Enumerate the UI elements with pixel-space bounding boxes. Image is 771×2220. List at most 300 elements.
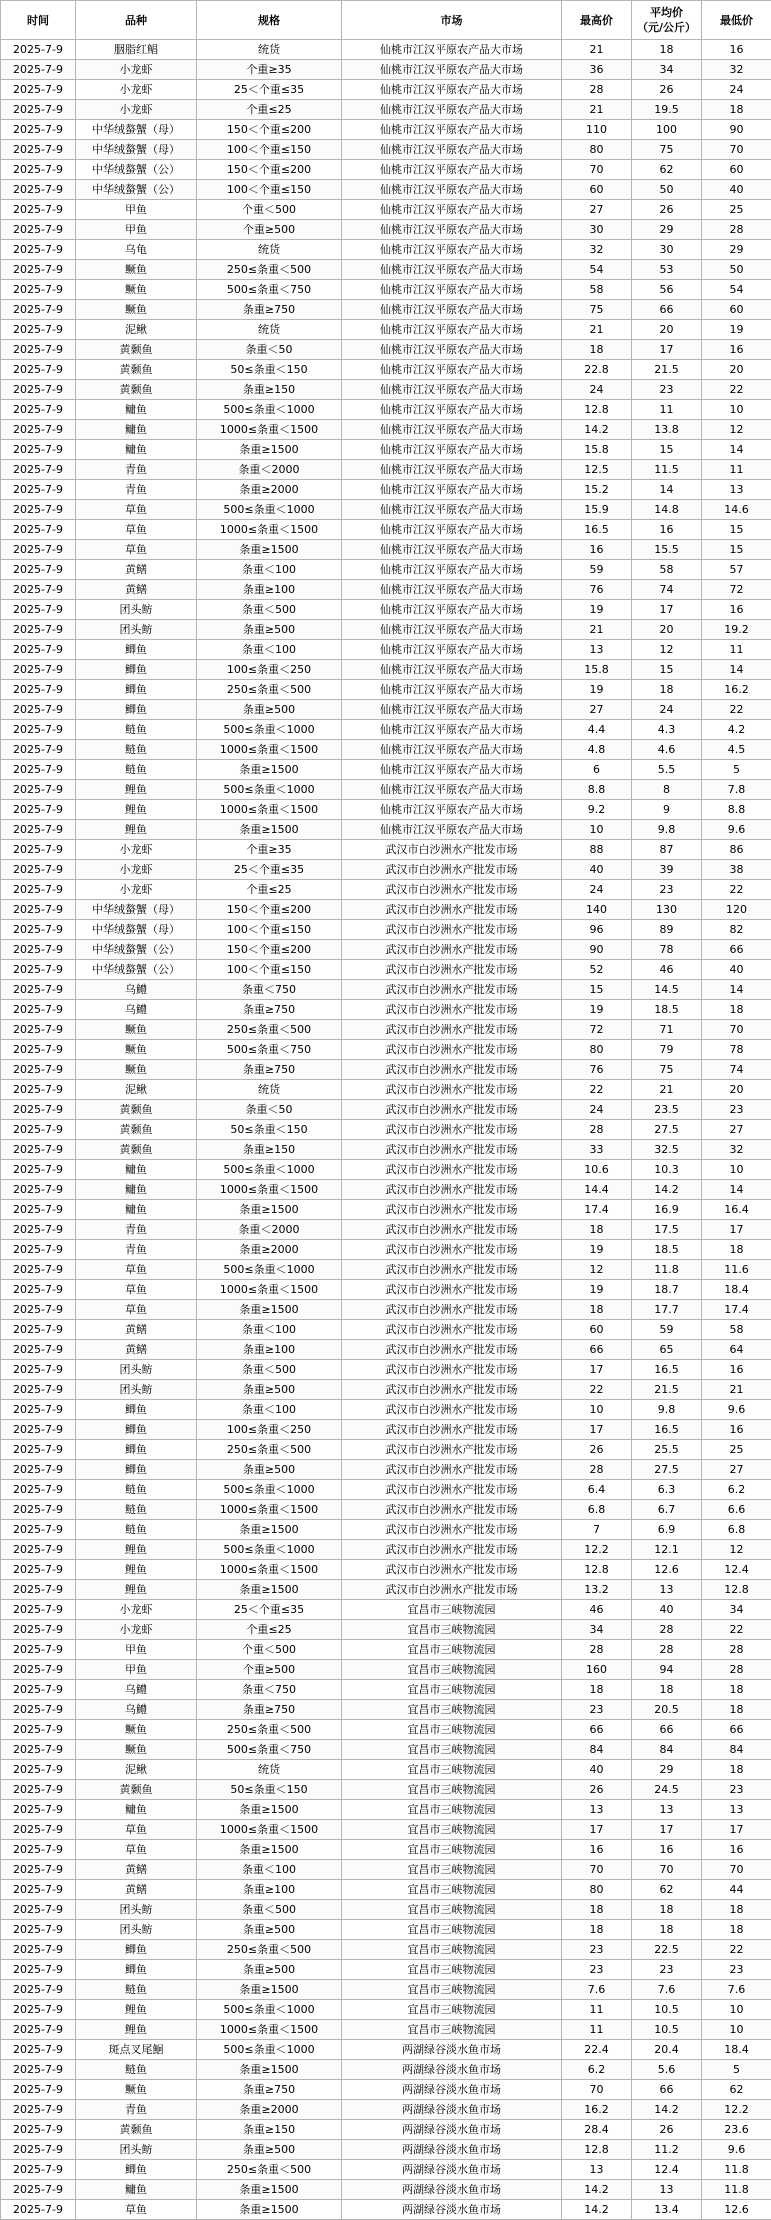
- spec-cell: 50≤条重＜150: [197, 360, 342, 380]
- market-cell: 武汉市白沙洲水产批发市场: [342, 1000, 562, 1020]
- low-price-cell: 22: [702, 700, 771, 720]
- market-cell: 仙桃市江汉平原农产品大市场: [342, 400, 562, 420]
- avg-price-cell: 10.3: [632, 1160, 702, 1180]
- date-cell: 2025-7-9: [1, 1000, 76, 1020]
- variety-cell: 鳙鱼: [76, 420, 197, 440]
- table-row: [1, 1360, 771, 1380]
- variety-cell: 鳜鱼: [76, 1060, 197, 1080]
- date-cell: 2025-7-9: [1, 1480, 76, 1500]
- avg-price-cell: 20.4: [632, 2040, 702, 2060]
- date-cell: 2025-7-9: [1, 1780, 76, 1800]
- low-price-cell: 28: [702, 1660, 771, 1680]
- date-cell: 2025-7-9: [1, 1940, 76, 1960]
- spec-cell: 条重≥1500: [197, 1840, 342, 1860]
- low-price-cell: 32: [702, 60, 771, 80]
- market-cell: 仙桃市江汉平原农产品大市场: [342, 620, 562, 640]
- spec-cell: 250≤条重＜500: [197, 1440, 342, 1460]
- spec-cell: 250≤条重＜500: [197, 1720, 342, 1740]
- table-row: [1, 880, 771, 900]
- spec-cell: 条重≥750: [197, 1700, 342, 1720]
- avg-price-cell: 58: [632, 560, 702, 580]
- date-cell: 2025-7-9: [1, 220, 76, 240]
- market-cell: 两湖绿谷淡水鱼市场: [342, 2180, 562, 2200]
- date-cell: 2025-7-9: [1, 1460, 76, 1480]
- low-price-cell: 120: [702, 900, 771, 920]
- table-row: [1, 140, 771, 160]
- market-cell: 仙桃市江汉平原农产品大市场: [342, 140, 562, 160]
- variety-cell: 中华绒螯蟹（母）: [76, 900, 197, 920]
- market-cell: 武汉市白沙洲水产批发市场: [342, 1220, 562, 1240]
- spec-cell: 条重≥1500: [197, 1300, 342, 1320]
- high-price-cell: 7: [562, 1520, 632, 1540]
- low-price-cell: 34: [702, 1600, 771, 1620]
- variety-cell: 鲫鱼: [76, 1940, 197, 1960]
- low-price-cell: 10: [702, 400, 771, 420]
- date-cell: 2025-7-9: [1, 1720, 76, 1740]
- low-price-cell: 24: [702, 80, 771, 100]
- table-row: [1, 840, 771, 860]
- variety-cell: 鳙鱼: [76, 1160, 197, 1180]
- high-price-cell: 10: [562, 820, 632, 840]
- table-row: [1, 1140, 771, 1160]
- spec-cell: 条重＜100: [197, 1860, 342, 1880]
- avg-price-cell: 27.5: [632, 1120, 702, 1140]
- high-price-cell: 12: [562, 1260, 632, 1280]
- high-price-cell: 17: [562, 1820, 632, 1840]
- variety-cell: 黄鳝: [76, 1880, 197, 1900]
- spec-cell: 500≤条重＜1000: [197, 2040, 342, 2060]
- table-row: [1, 1000, 771, 1020]
- market-cell: 武汉市白沙洲水产批发市场: [342, 920, 562, 940]
- spec-cell: 100＜个重≤150: [197, 960, 342, 980]
- date-cell: 2025-7-9: [1, 1240, 76, 1260]
- table-row: [1, 360, 771, 380]
- spec-cell: 1000≤条重＜1500: [197, 740, 342, 760]
- low-price-cell: 18.4: [702, 1280, 771, 1300]
- table-row: [1, 1480, 771, 1500]
- variety-cell: 鳙鱼: [76, 440, 197, 460]
- avg-price-cell: 40: [632, 1600, 702, 1620]
- table-row: [1, 600, 771, 620]
- date-cell: 2025-7-9: [1, 1560, 76, 1580]
- spec-cell: 250≤条重＜500: [197, 260, 342, 280]
- high-price-cell: 13.2: [562, 1580, 632, 1600]
- date-cell: 2025-7-9: [1, 520, 76, 540]
- spec-cell: 条重＜500: [197, 1360, 342, 1380]
- low-price-cell: 29: [702, 240, 771, 260]
- variety-cell: 团头鲂: [76, 1360, 197, 1380]
- date-cell: 2025-7-9: [1, 1880, 76, 1900]
- low-price-cell: 19: [702, 320, 771, 340]
- high-price-cell: 17: [562, 1420, 632, 1440]
- low-price-cell: 14: [702, 660, 771, 680]
- variety-cell: 泥鳅: [76, 1760, 197, 1780]
- high-price-cell: 11: [562, 2000, 632, 2020]
- avg-price-cell: 50: [632, 180, 702, 200]
- spec-cell: 条重≥750: [197, 2080, 342, 2100]
- high-price-cell: 36: [562, 60, 632, 80]
- high-price-cell: 88: [562, 840, 632, 860]
- spec-cell: 条重≥500: [197, 1960, 342, 1980]
- spec-cell: 条重＜500: [197, 600, 342, 620]
- high-price-cell: 26: [562, 1780, 632, 1800]
- avg-price-cell: 26: [632, 2120, 702, 2140]
- spec-cell: 条重≥1500: [197, 1980, 342, 2000]
- low-price-cell: 8.8: [702, 800, 771, 820]
- variety-cell: 中华绒螯蟹（母）: [76, 140, 197, 160]
- avg-price-cell: 18.5: [632, 1000, 702, 1020]
- high-price-cell: 19: [562, 1240, 632, 1260]
- avg-price-cell: 74: [632, 580, 702, 600]
- table-row: [1, 1200, 771, 1220]
- date-cell: 2025-7-9: [1, 620, 76, 640]
- low-price-cell: 18: [702, 1920, 771, 1940]
- high-price-cell: 22: [562, 1080, 632, 1100]
- market-cell: 两湖绿谷淡水鱼市场: [342, 2200, 562, 2220]
- avg-price-cell: 62: [632, 1880, 702, 1900]
- table-row: [1, 520, 771, 540]
- date-cell: 2025-7-9: [1, 600, 76, 620]
- avg-price-cell: 78: [632, 940, 702, 960]
- table-row: [1, 580, 771, 600]
- low-price-cell: 58: [702, 1320, 771, 1340]
- low-price-cell: 54: [702, 280, 771, 300]
- spec-cell: 统货: [197, 320, 342, 340]
- market-cell: 仙桃市江汉平原农产品大市场: [342, 560, 562, 580]
- table-row: [1, 2080, 771, 2100]
- low-price-cell: 23: [702, 1780, 771, 1800]
- table-row: [1, 1100, 771, 1120]
- spec-cell: 500≤条重＜1000: [197, 1540, 342, 1560]
- high-price-cell: 80: [562, 140, 632, 160]
- high-price-cell: 23: [562, 1700, 632, 1720]
- high-price-cell: 33: [562, 1140, 632, 1160]
- table-row: [1, 1340, 771, 1360]
- variety-cell: 鳜鱼: [76, 2080, 197, 2100]
- avg-price-cell: 10.5: [632, 2020, 702, 2040]
- date-cell: 2025-7-9: [1, 1820, 76, 1840]
- low-price-cell: 25: [702, 200, 771, 220]
- market-cell: 宜昌市三峡物流园: [342, 1640, 562, 1660]
- table-row: [1, 100, 771, 120]
- low-price-cell: 16: [702, 600, 771, 620]
- avg-price-cell: 27.5: [632, 1460, 702, 1480]
- avg-price-cell: 18: [632, 680, 702, 700]
- table-row: [1, 820, 771, 840]
- market-cell: 宜昌市三峡物流园: [342, 2020, 562, 2040]
- low-price-cell: 72: [702, 580, 771, 600]
- avg-price-cell: 24: [632, 700, 702, 720]
- low-price-cell: 22: [702, 380, 771, 400]
- variety-cell: 鲫鱼: [76, 640, 197, 660]
- low-price-cell: 78: [702, 1040, 771, 1060]
- table-row: [1, 960, 771, 980]
- low-price-cell: 50: [702, 260, 771, 280]
- low-price-cell: 7.8: [702, 780, 771, 800]
- avg-price-cell: 16: [632, 520, 702, 540]
- date-cell: 2025-7-9: [1, 200, 76, 220]
- low-price-cell: 15: [702, 520, 771, 540]
- variety-cell: 鲤鱼: [76, 1560, 197, 1580]
- market-cell: 武汉市白沙洲水产批发市场: [342, 860, 562, 880]
- low-price-cell: 74: [702, 1060, 771, 1080]
- avg-price-cell: 66: [632, 2080, 702, 2100]
- table-row: [1, 2120, 771, 2140]
- date-cell: 2025-7-9: [1, 1700, 76, 1720]
- spec-cell: 条重≥1500: [197, 760, 342, 780]
- avg-price-cell: 9: [632, 800, 702, 820]
- avg-price-cell: 17.7: [632, 1300, 702, 1320]
- avg-price-cell: 30: [632, 240, 702, 260]
- spec-cell: 500≤条重＜1000: [197, 500, 342, 520]
- high-price-cell: 15.2: [562, 480, 632, 500]
- table-row: [1, 780, 771, 800]
- spec-cell: 500≤条重＜750: [197, 280, 342, 300]
- table-row: [1, 320, 771, 340]
- spec-cell: 个重≤25: [197, 880, 342, 900]
- avg-price-cell: 15: [632, 440, 702, 460]
- date-cell: 2025-7-9: [1, 2200, 76, 2220]
- market-cell: 仙桃市江汉平原农产品大市场: [342, 100, 562, 120]
- variety-cell: 甲鱼: [76, 220, 197, 240]
- low-price-cell: 17: [702, 1820, 771, 1840]
- low-price-cell: 12: [702, 420, 771, 440]
- low-price-cell: 4.5: [702, 740, 771, 760]
- variety-cell: 鳜鱼: [76, 260, 197, 280]
- spec-cell: 1000≤条重＜1500: [197, 2020, 342, 2040]
- date-cell: 2025-7-9: [1, 2080, 76, 2100]
- variety-cell: 青鱼: [76, 1220, 197, 1240]
- market-cell: 仙桃市江汉平原农产品大市场: [342, 460, 562, 480]
- spec-cell: 条重≥1500: [197, 2060, 342, 2080]
- low-price-cell: 16.4: [702, 1200, 771, 1220]
- low-price-cell: 4.2: [702, 720, 771, 740]
- variety-cell: 鳙鱼: [76, 400, 197, 420]
- avg-price-cell: 53: [632, 260, 702, 280]
- market-cell: 宜昌市三峡物流园: [342, 1920, 562, 1940]
- spec-cell: 个重＜500: [197, 1640, 342, 1660]
- high-price-cell: 16.5: [562, 520, 632, 540]
- date-cell: 2025-7-9: [1, 240, 76, 260]
- spec-cell: 1000≤条重＜1500: [197, 420, 342, 440]
- avg-price-cell: 4.6: [632, 740, 702, 760]
- market-cell: 武汉市白沙洲水产批发市场: [342, 1140, 562, 1160]
- avg-price-cell: 7.6: [632, 1980, 702, 2000]
- market-cell: 仙桃市江汉平原农产品大市场: [342, 500, 562, 520]
- table-row: [1, 900, 771, 920]
- market-cell: 仙桃市江汉平原农产品大市场: [342, 120, 562, 140]
- high-price-cell: 19: [562, 600, 632, 620]
- variety-cell: 鳙鱼: [76, 1180, 197, 1200]
- high-price-cell: 34: [562, 1620, 632, 1640]
- date-cell: 2025-7-9: [1, 180, 76, 200]
- table-row: [1, 280, 771, 300]
- low-price-cell: 18: [702, 1240, 771, 1260]
- table-row: [1, 220, 771, 240]
- spec-cell: 250≤条重＜500: [197, 2160, 342, 2180]
- avg-price-cell: 5.5: [632, 760, 702, 780]
- date-cell: 2025-7-9: [1, 300, 76, 320]
- low-price-cell: 10: [702, 2020, 771, 2040]
- avg-price-cell: 34: [632, 60, 702, 80]
- low-price-cell: 9.6: [702, 820, 771, 840]
- date-cell: 2025-7-9: [1, 60, 76, 80]
- avg-price-cell: 12.4: [632, 2160, 702, 2180]
- variety-cell: 黄颡鱼: [76, 340, 197, 360]
- avg-price-cell: 17: [632, 600, 702, 620]
- avg-price-cell: 13: [632, 1800, 702, 1820]
- low-price-cell: 13: [702, 480, 771, 500]
- date-cell: 2025-7-9: [1, 280, 76, 300]
- variety-cell: 鲫鱼: [76, 2160, 197, 2180]
- avg-price-cell: 21.5: [632, 360, 702, 380]
- market-cell: 武汉市白沙洲水产批发市场: [342, 1520, 562, 1540]
- spec-cell: 统货: [197, 1760, 342, 1780]
- date-cell: 2025-7-9: [1, 980, 76, 1000]
- date-cell: 2025-7-9: [1, 1800, 76, 1820]
- avg-price-cell: 28: [632, 1620, 702, 1640]
- avg-price-cell: 71: [632, 1020, 702, 1040]
- low-price-cell: 82: [702, 920, 771, 940]
- avg-price-cell: 21.5: [632, 1380, 702, 1400]
- table-row: [1, 1940, 771, 1960]
- avg-price-cell: 14.8: [632, 500, 702, 520]
- variety-cell: 鲫鱼: [76, 660, 197, 680]
- spec-cell: 个重≥35: [197, 840, 342, 860]
- table-row: [1, 60, 771, 80]
- variety-cell: 鲤鱼: [76, 2020, 197, 2040]
- variety-cell: 中华绒螯蟹（公）: [76, 960, 197, 980]
- date-cell: 2025-7-9: [1, 360, 76, 380]
- avg-price-cell: 23: [632, 380, 702, 400]
- low-price-cell: 28: [702, 220, 771, 240]
- market-cell: 武汉市白沙洲水产批发市场: [342, 1260, 562, 1280]
- market-cell: 仙桃市江汉平原农产品大市场: [342, 600, 562, 620]
- spec-cell: 150＜个重≤200: [197, 900, 342, 920]
- market-cell: 宜昌市三峡物流园: [342, 1760, 562, 1780]
- high-price-cell: 13: [562, 1800, 632, 1820]
- date-cell: 2025-7-9: [1, 1140, 76, 1160]
- avg-price-cell: 4.3: [632, 720, 702, 740]
- low-price-cell: 14: [702, 440, 771, 460]
- low-price-cell: 66: [702, 940, 771, 960]
- high-price-cell: 4.8: [562, 740, 632, 760]
- high-price-cell: 27: [562, 200, 632, 220]
- high-price-cell: 22.4: [562, 2040, 632, 2060]
- high-price-cell: 140: [562, 900, 632, 920]
- market-cell: 武汉市白沙洲水产批发市场: [342, 1320, 562, 1340]
- low-price-cell: 5: [702, 760, 771, 780]
- low-price-cell: 12.8: [702, 1580, 771, 1600]
- variety-cell: 团头鲂: [76, 1900, 197, 1920]
- high-price-cell: 59: [562, 560, 632, 580]
- variety-cell: 鲢鱼: [76, 720, 197, 740]
- table-row: [1, 1420, 771, 1440]
- date-cell: 2025-7-9: [1, 40, 76, 60]
- variety-cell: 黄鳝: [76, 1860, 197, 1880]
- spec-cell: 25＜个重≤35: [197, 80, 342, 100]
- date-cell: 2025-7-9: [1, 1400, 76, 1420]
- variety-cell: 鳜鱼: [76, 280, 197, 300]
- table-row: [1, 1920, 771, 1940]
- date-cell: 2025-7-9: [1, 2140, 76, 2160]
- high-price-cell: 66: [562, 1720, 632, 1740]
- low-price-cell: 60: [702, 300, 771, 320]
- spec-cell: 100＜个重≤150: [197, 140, 342, 160]
- date-cell: 2025-7-9: [1, 820, 76, 840]
- market-cell: 武汉市白沙洲水产批发市场: [342, 1420, 562, 1440]
- avg-price-cell: 13.4: [632, 2200, 702, 2220]
- high-price-cell: 24: [562, 880, 632, 900]
- spec-cell: 1000≤条重＜1500: [197, 1820, 342, 1840]
- table-row: [1, 640, 771, 660]
- avg-price-cell: 13.8: [632, 420, 702, 440]
- spec-cell: 条重＜50: [197, 1100, 342, 1120]
- low-price-cell: 66: [702, 1720, 771, 1740]
- variety-cell: 草鱼: [76, 1300, 197, 1320]
- avg-price-cell: 29: [632, 1760, 702, 1780]
- variety-cell: 胭脂红鲳: [76, 40, 197, 60]
- market-cell: 武汉市白沙洲水产批发市场: [342, 1500, 562, 1520]
- date-cell: 2025-7-9: [1, 1100, 76, 1120]
- avg-price-cell: 65: [632, 1340, 702, 1360]
- avg-price-cell: 6.7: [632, 1500, 702, 1520]
- variety-cell: 泥鳅: [76, 1080, 197, 1100]
- market-cell: 武汉市白沙洲水产批发市场: [342, 1540, 562, 1560]
- high-price-cell: 28: [562, 1120, 632, 1140]
- low-price-cell: 22: [702, 880, 771, 900]
- low-price-cell: 70: [702, 1860, 771, 1880]
- market-cell: 宜昌市三峡物流园: [342, 1840, 562, 1860]
- table-row: [1, 1020, 771, 1040]
- market-cell: 宜昌市三峡物流园: [342, 1720, 562, 1740]
- variety-cell: 草鱼: [76, 1840, 197, 1860]
- date-cell: 2025-7-9: [1, 760, 76, 780]
- high-price-cell: 16: [562, 1840, 632, 1860]
- avg-price-cell: 18.7: [632, 1280, 702, 1300]
- avg-price-cell: 13: [632, 2180, 702, 2200]
- variety-cell: 青鱼: [76, 460, 197, 480]
- date-cell: 2025-7-9: [1, 1440, 76, 1460]
- market-cell: 两湖绿谷淡水鱼市场: [342, 2080, 562, 2100]
- variety-cell: 中华绒螯蟹（公）: [76, 940, 197, 960]
- market-cell: 仙桃市江汉平原农产品大市场: [342, 240, 562, 260]
- date-cell: 2025-7-9: [1, 1020, 76, 1040]
- variety-cell: 鲤鱼: [76, 800, 197, 820]
- avg-price-cell: 12: [632, 640, 702, 660]
- high-price-cell: 6.4: [562, 1480, 632, 1500]
- table-row: [1, 1640, 771, 1660]
- table-row: [1, 1440, 771, 1460]
- date-cell: 2025-7-9: [1, 1320, 76, 1340]
- high-price-cell: 11: [562, 2020, 632, 2040]
- variety-cell: 鲤鱼: [76, 2000, 197, 2020]
- high-price-cell: 14.2: [562, 420, 632, 440]
- variety-cell: 中华绒螯蟹（母）: [76, 920, 197, 940]
- spec-cell: 条重≥100: [197, 580, 342, 600]
- low-price-cell: 16: [702, 1360, 771, 1380]
- low-price-cell: 40: [702, 180, 771, 200]
- avg-price-cell: 23: [632, 880, 702, 900]
- low-price-cell: 90: [702, 120, 771, 140]
- low-price-cell: 6.2: [702, 1480, 771, 1500]
- spec-cell: 个重≥500: [197, 1660, 342, 1680]
- variety-cell: 草鱼: [76, 2200, 197, 2220]
- date-cell: 2025-7-9: [1, 260, 76, 280]
- date-cell: 2025-7-9: [1, 1740, 76, 1760]
- variety-cell: 小龙虾: [76, 1620, 197, 1640]
- date-cell: 2025-7-9: [1, 1380, 76, 1400]
